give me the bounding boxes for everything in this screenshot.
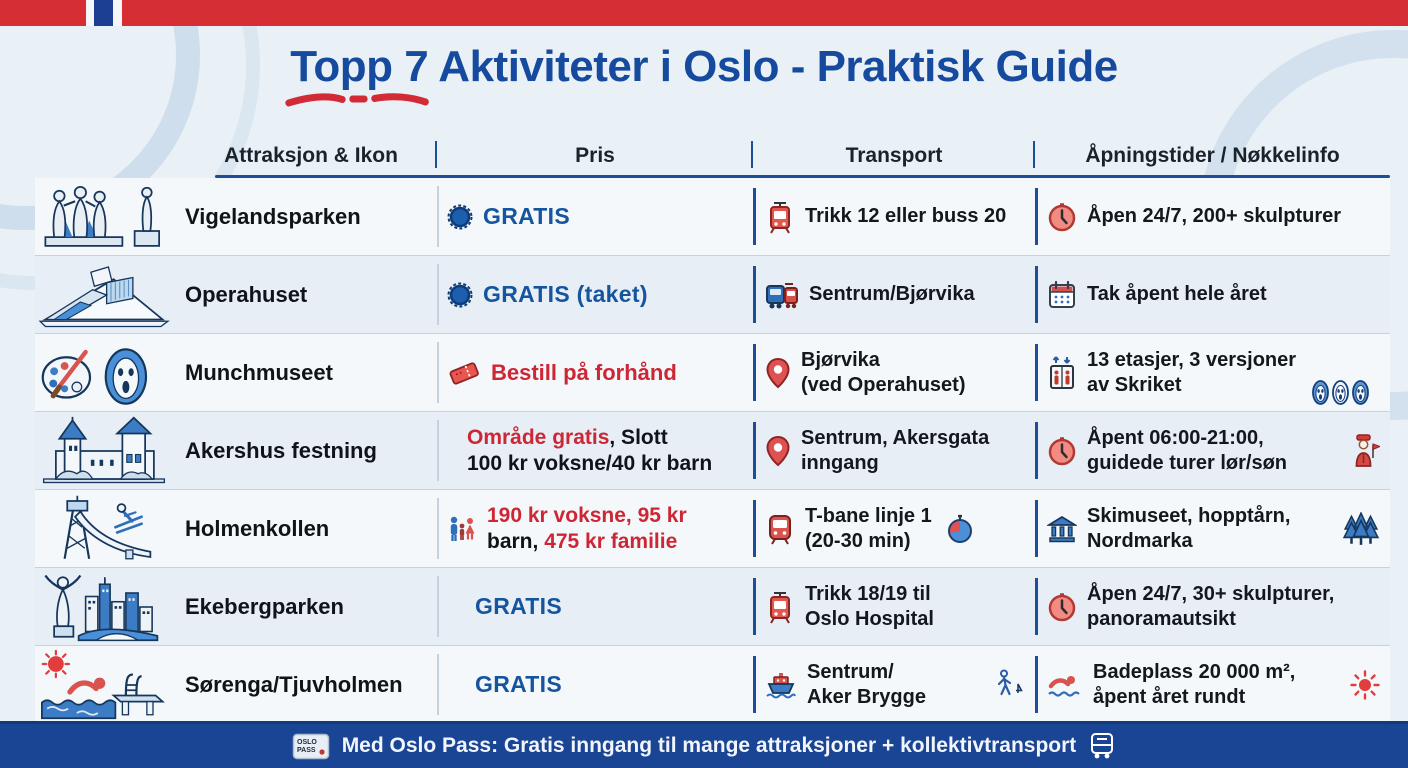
attraction-name: Ekebergparken [185,593,344,619]
info-cell [1035,334,1390,411]
price-cell [437,256,753,333]
swimmer-icon [1047,672,1083,698]
tram-icon [765,200,795,234]
clock-icon [1047,436,1077,466]
attraction-name: Akershus festning [185,437,377,463]
info-cell [1035,646,1390,723]
red-underline-swoosh [284,91,430,108]
castle-icon [35,412,185,489]
bus-outline-icon [1088,732,1116,760]
info-text: 13 etasjer, 3 versjoner av Skriket [1087,349,1297,396]
pin-icon [765,435,791,467]
table-row-holmenkollen [35,490,1390,568]
attraction-name: Holmenkollen [185,515,330,541]
sun-swimmer-pier-icon [35,646,185,723]
clock-icon [1047,592,1077,622]
price-text: GRATIS [475,671,562,697]
price-cell [437,412,753,489]
norwegian-flag-top-bar [0,0,1408,26]
transport-text: Bjørvika (ved Operahuset) [801,349,966,396]
walker-icon [993,669,1025,701]
guard-icon [1350,433,1380,469]
info-text: Åpen 24/7, 200+ skulpturer [1087,205,1342,228]
palette-and-scream-icon [35,334,185,411]
price-cell [437,568,753,645]
header-spacer [35,134,185,178]
title-part2: Aktiviteter i Oslo - Praktisk Guide [428,42,1118,91]
info-cell [1035,568,1390,645]
ski-jump-icon [35,490,185,567]
table-header [35,134,1390,178]
transport-cell [753,490,1035,567]
transport-text: Sentrum/Bjørvika [809,283,975,306]
price-text: 190 kr voksne, 95 kr barn, 475 kr familie [487,504,687,553]
table-row-vigelandsparken [35,178,1390,256]
clock-icon [1047,202,1077,232]
transport-cell [753,178,1035,255]
header-transport: Transport [753,134,1035,178]
transport-text: Sentrum/ Aker Brygge [807,661,926,708]
vigeland-sculptures-icon [35,178,185,255]
gratis-badge-icon [447,282,473,308]
header-info: Åpningstider / Nøkkelinfo [1085,144,1340,167]
price-text: Område gratis, Slott 100 kr voksne/40 kr barn [467,426,713,475]
scream-faces-icons [1312,380,1369,405]
info-text: Skimuseet, hopptårn, Nordmarka [1087,505,1291,552]
stopwatch-icon [946,514,974,544]
flag-blue-stripe [94,0,113,26]
price-text: GRATIS [475,593,562,619]
family-icon [447,514,477,544]
transport-cell [753,646,1035,723]
attraction-name: Operahuset [185,281,308,307]
attractions-table [35,134,1390,724]
gratis-badge-icon [447,204,473,230]
boat-icon [765,670,797,700]
transport-text: T-bane linje 1 (20-30 min) [805,505,932,552]
tram-icon [765,590,795,624]
table-rows [35,178,1390,724]
info-cell [1035,256,1390,333]
table-row-ekebergparken [35,568,1390,646]
title-area [0,42,1408,128]
ticket-icon [447,358,481,388]
attraction-name: Vigelandsparken [185,203,361,229]
transport-text: Trikk 12 eller buss 20 [805,205,1007,228]
metro-icon [765,513,795,545]
price-text: GRATIS (taket) [483,281,648,307]
table-row-operahuset [35,256,1390,334]
header-price: Pris [437,134,753,178]
transport-text: Sentrum, Akersgata inngang [801,427,990,474]
transport-text: Trikk 18/19 til Oslo Hospital [805,583,934,630]
transport-cell [753,568,1035,645]
transport-cell [753,256,1035,333]
table-row-sorenga-tjuvholmen [35,646,1390,724]
svg-text:PASS: PASS [296,746,316,754]
page-title [0,42,1408,92]
transport-cell [753,412,1035,489]
info-text: Åpent 06:00-21:00, guidede turer lør/søn [1087,427,1288,474]
transport-cell [753,334,1035,411]
museum-icon [1047,515,1077,543]
elevator-icon [1047,356,1077,390]
table-row-akershus-festning [35,412,1390,490]
info-cell [1035,412,1390,489]
price-text: GRATIS [483,203,570,229]
pin-icon [765,357,791,389]
info-text: Badeplass 20 000 m², åpent året rundt [1093,661,1296,708]
info-cell [1035,490,1390,567]
calendar-icon [1047,280,1077,310]
svg-text:OSLO: OSLO [296,738,317,746]
statue-and-skyline-icon [35,568,185,645]
attraction-name: Munchmuseet [185,359,333,385]
table-row-munchmuseet [35,334,1390,412]
sun-icon [1350,670,1380,700]
info-text: Åpen 24/7, 30+ skulpturer, panoramautsikt [1087,583,1335,630]
oslo-pass-card-icon [292,733,330,760]
header-attraction: Attraksjon & Ikon [185,134,437,178]
opera-house-icon [35,256,185,333]
trees-icon [1342,512,1380,546]
price-text: Bestill på forhånd [491,359,677,385]
footer-text: Med Oslo Pass: Gratis inngang til mange attraksjoner + kollektivtransport [341,734,1077,757]
price-cell [437,178,753,255]
bus-icon [765,280,799,310]
info-text: Tak åpent hele året [1087,283,1267,306]
oslo-pass-footer [0,721,1408,768]
price-cell [437,646,753,723]
attraction-name: Sørenga/Tjuvholmen [185,671,403,697]
price-cell [437,334,753,411]
price-cell [437,490,753,567]
title-part1: Topp 7 [290,42,429,91]
info-cell [1035,178,1390,255]
